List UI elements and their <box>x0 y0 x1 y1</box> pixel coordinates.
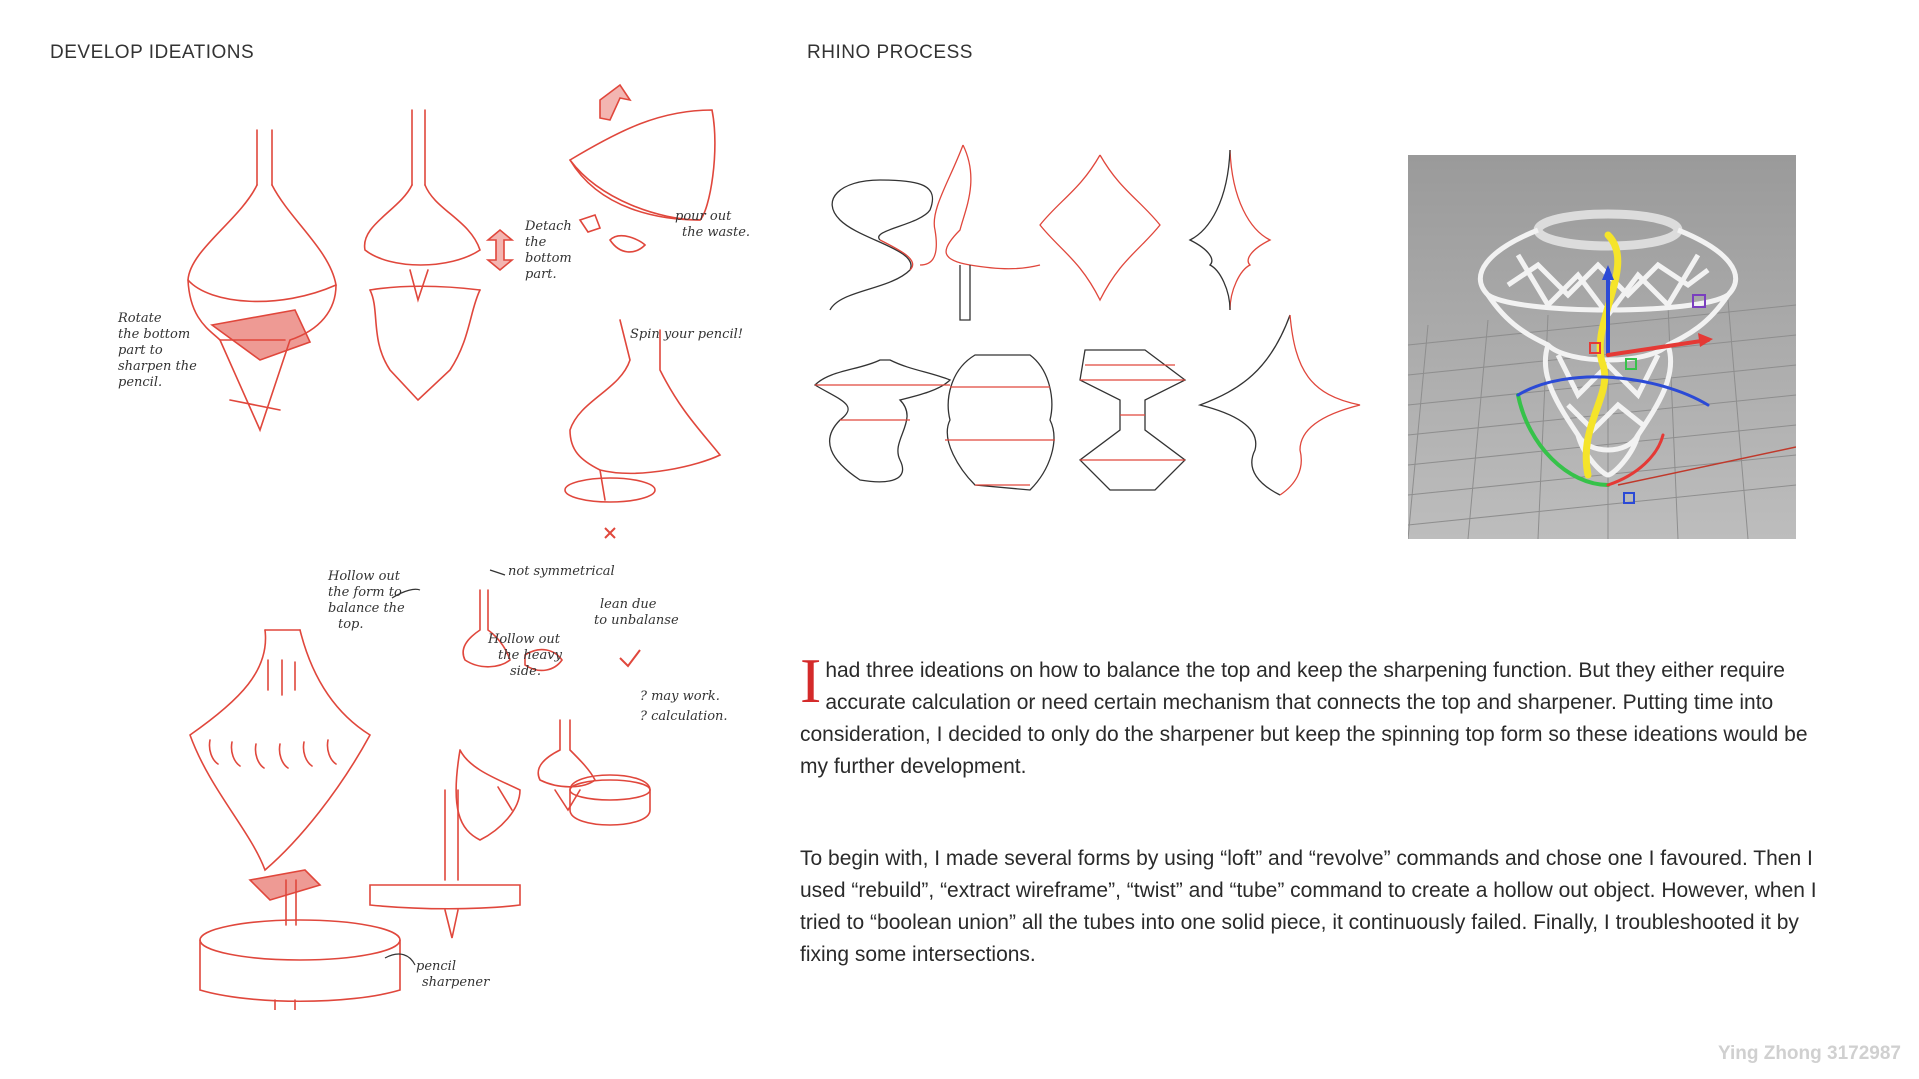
sketch-disc-top <box>370 790 520 938</box>
ideation-sketches <box>100 70 800 1010</box>
sketch-detach-top <box>365 110 512 400</box>
note-spin: Spin your pencil! <box>630 327 743 342</box>
profile-4 <box>1190 150 1270 310</box>
note-rotate-5: pencil. <box>118 375 163 390</box>
note-hollow-balance-2: the form to <box>328 585 402 600</box>
check-mark-icon <box>620 650 640 666</box>
note-rotate-1: Rotate <box>118 311 162 326</box>
paragraph-process: To begin with, I made several forms by using “loft” and “revolve” commands and chose one I favoured. Then I used “rebuild”, “extract wireframe”, “twist” and “tube” command to create a hollow out object. However, when I tried to “boolean union” all the tubes into one solid piece, it continuously failed. Finally, I troubleshooted it by fixing some intersections. <box>800 847 1817 966</box>
rendered-model <box>1408 155 1796 539</box>
sketch-spin-top <box>565 320 720 502</box>
note-lean-2: to unbalanse <box>594 613 679 628</box>
profile-2 <box>920 145 1040 320</box>
note-calculation: ? calculation. <box>640 709 728 724</box>
note-rotate-4: sharpen the <box>118 359 197 374</box>
section-heading-develop: DEVELOP IDEATIONS <box>50 42 255 63</box>
sketch-small-disc <box>570 775 650 825</box>
profile-6 <box>945 355 1055 490</box>
note-rotate-2: the bottom <box>118 327 191 342</box>
paragraph-ideations <box>800 645 1840 783</box>
note-hollow-heavy-2: the heavy <box>498 648 562 663</box>
cross-mark-icon <box>605 528 615 538</box>
note-pour-1: pour out <box>675 209 732 224</box>
note-detach-1: Detach <box>525 219 572 234</box>
rhino-render-viewport <box>1408 155 1796 539</box>
note-lean-1: lean due <box>600 597 657 612</box>
sketch-hollow-balance <box>190 630 370 870</box>
note-not-symmetrical: not symmetrical <box>508 564 615 579</box>
sketch-annotations <box>117 209 750 990</box>
section-heading-rhino: RHINO PROCESS <box>807 42 973 63</box>
note-detach-3: bottom <box>525 251 572 266</box>
note-pencil: pencil <box>416 959 456 974</box>
note-may-work: ? may work. <box>640 689 720 704</box>
note-sharpener: sharpener <box>422 975 490 990</box>
note-detach-4: part. <box>525 267 557 282</box>
note-hollow-balance-1: Hollow out <box>328 569 400 584</box>
note-pour-2: the waste. <box>682 225 751 240</box>
drop-cap: I <box>800 645 822 716</box>
sketch-hollow-heavy <box>456 720 595 840</box>
rhino-profiles <box>800 140 1390 560</box>
note-hollow-balance-4: top. <box>338 617 364 632</box>
paragraph-ideations-text: had three ideations on how to balance the top and keep the sharpening function. But they either require accurate calculation or need certain mechanism that connects the top and sharpener. Putting time into consideration, I decided to only do the sharpener but keep the spinning top form so these ideations would be my further development. <box>800 659 1808 778</box>
profile-8 <box>1200 315 1360 495</box>
author-credit: Ying Zhong 3172987 <box>1717 1043 1901 1064</box>
sketch-rotate-top <box>188 130 336 430</box>
profile-3 <box>1040 155 1160 300</box>
note-hollow-heavy-1: Hollow out <box>488 632 560 647</box>
profile-5 <box>815 360 950 482</box>
profile-7 <box>1080 350 1185 490</box>
note-rotate-3: part to <box>118 343 163 358</box>
note-detach-2: the <box>525 235 547 250</box>
profile-1 <box>830 180 933 310</box>
note-hollow-balance-3: balance the <box>328 601 405 616</box>
note-hollow-heavy-3: side. <box>510 664 541 679</box>
